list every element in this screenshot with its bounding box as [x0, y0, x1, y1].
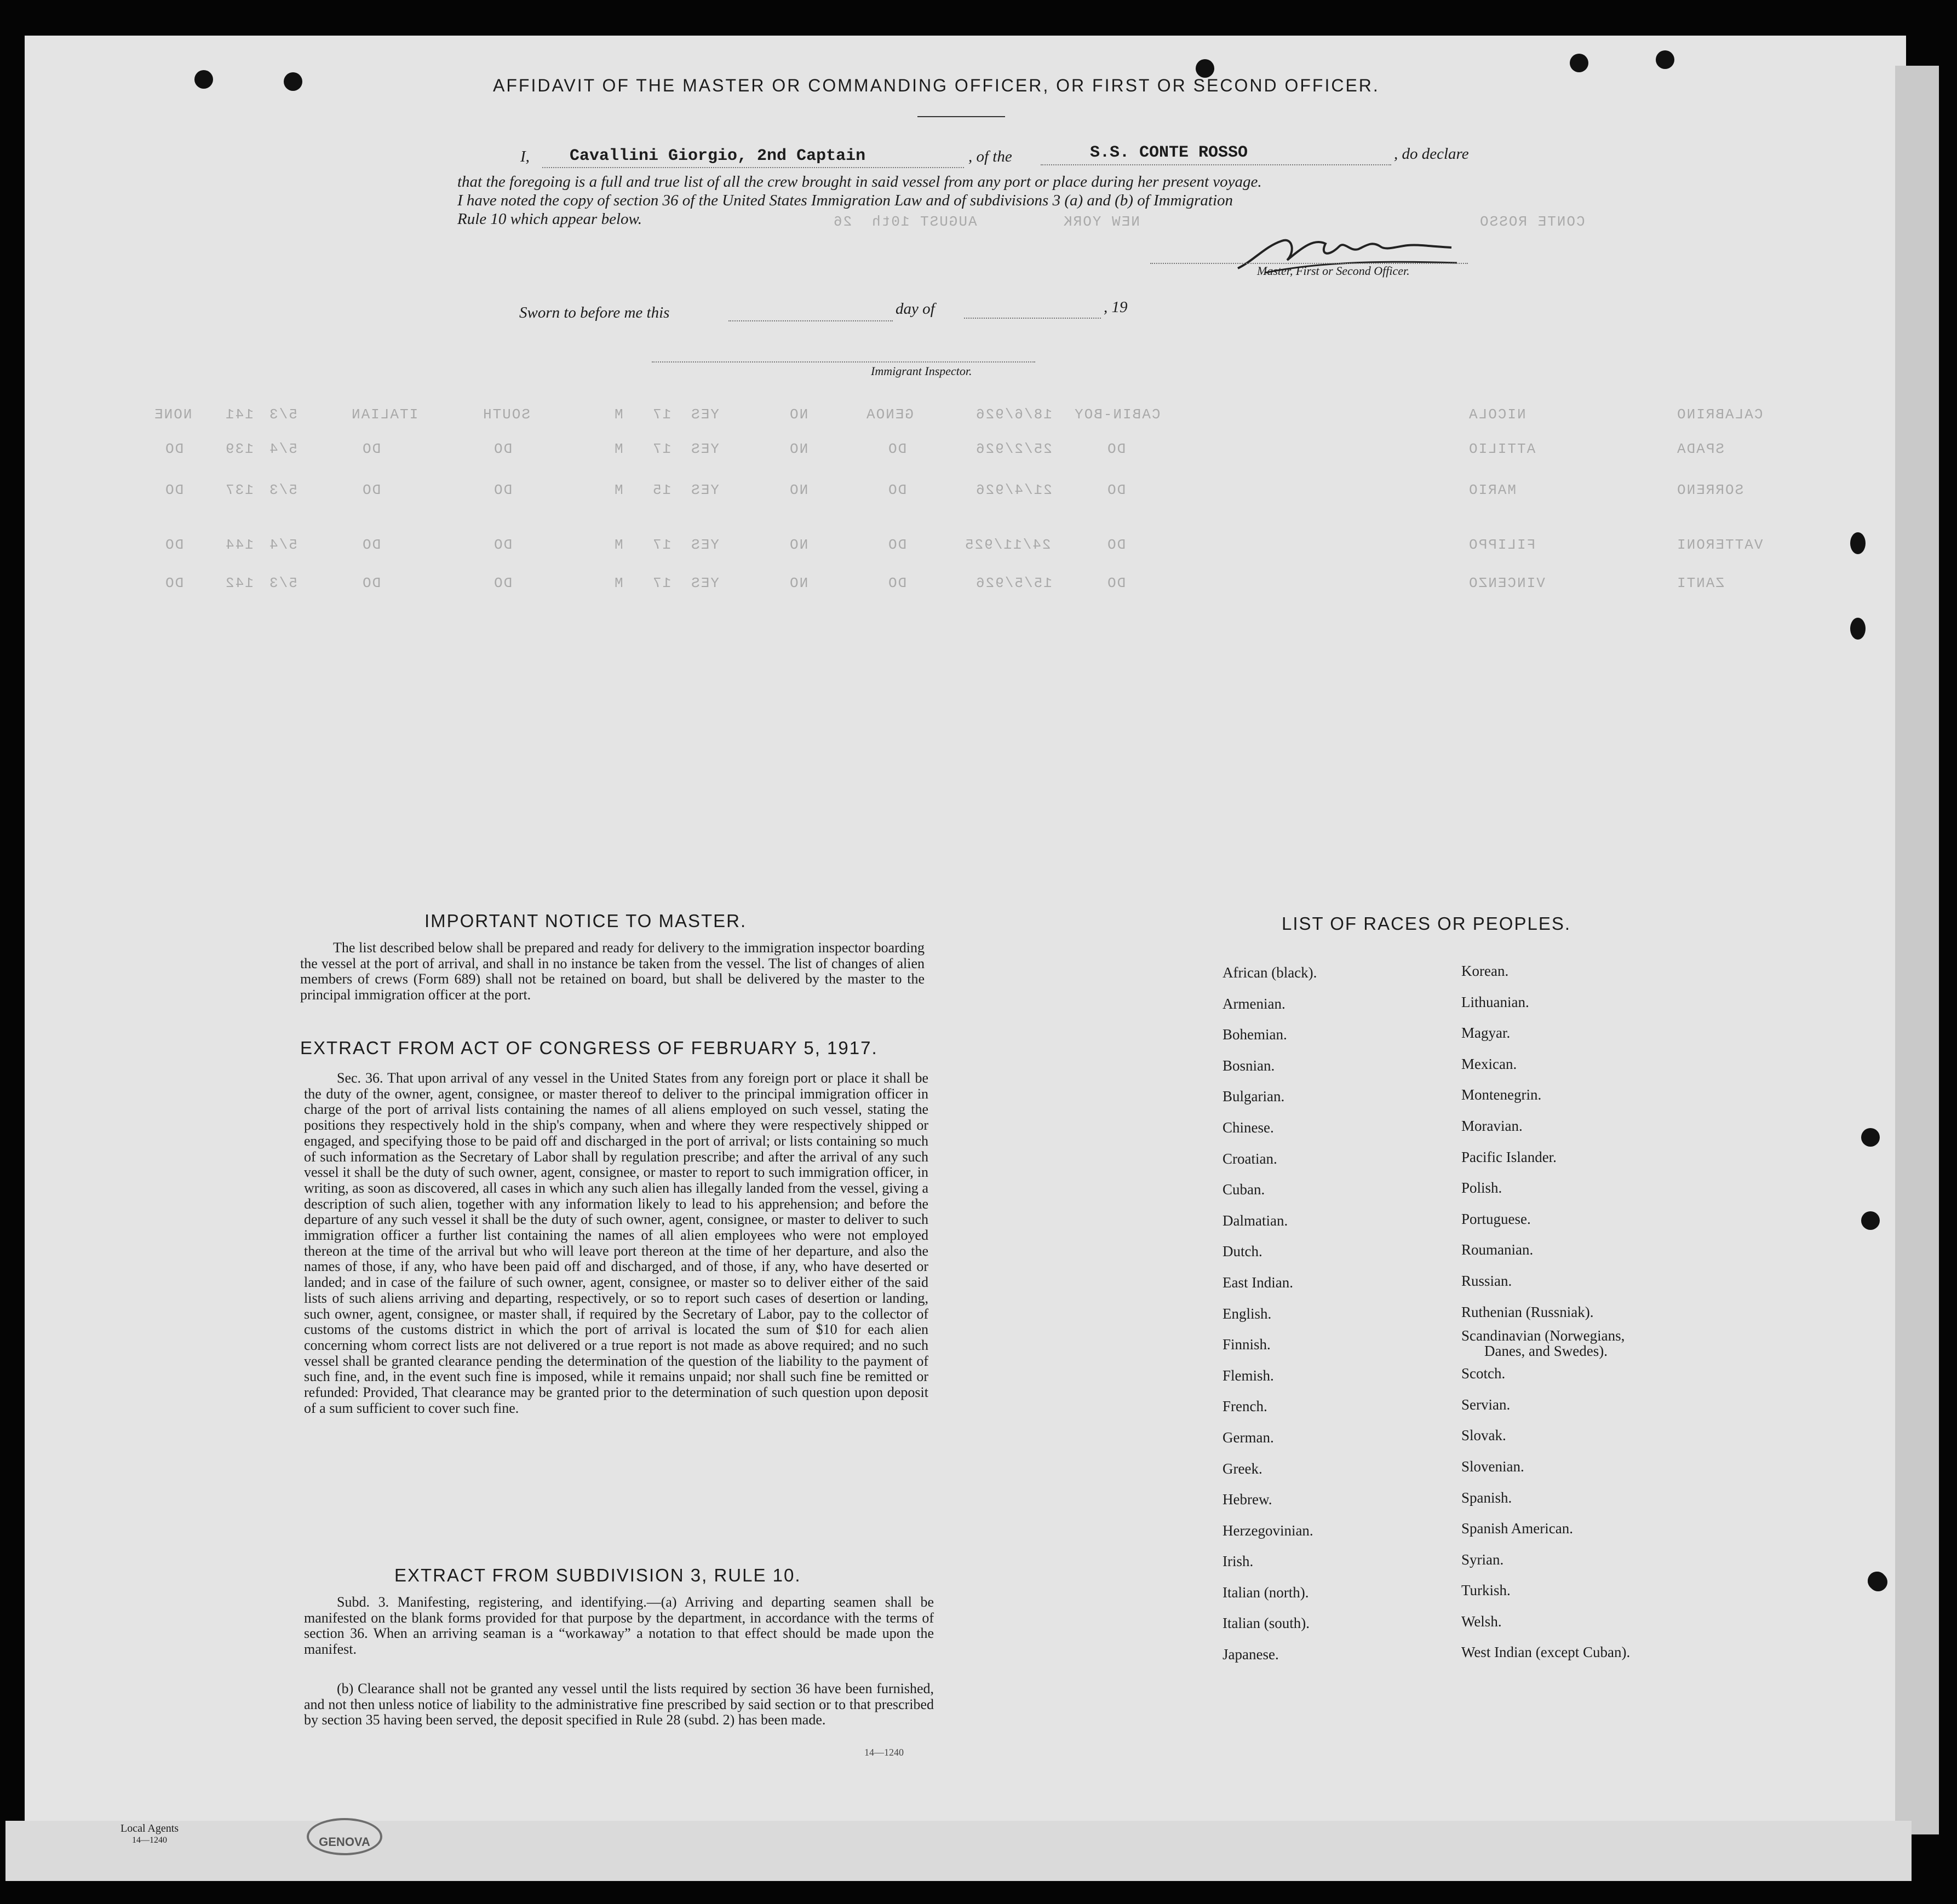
bleed-cell: DO [361, 482, 381, 498]
bleed-cell: DO [361, 537, 381, 553]
punch-hole [1656, 50, 1674, 69]
list-item: Italian (south). [1223, 1615, 1310, 1632]
affidavit-line-4: Rule 10 which appear below. [457, 210, 642, 228]
signature-caption: Master, First or Second Officer. [1257, 264, 1410, 278]
list-item: Danes, and Swedes). [1484, 1343, 1608, 1360]
bleed-cell: 5/3 [268, 575, 297, 591]
bleed-row [142, 406, 1840, 423]
list-item: German. [1223, 1429, 1274, 1446]
list-item: Ruthenian (Russniak). [1461, 1303, 1594, 1320]
affidavit-paragraph [457, 172, 1498, 228]
bleed-cell: SPADA [1676, 441, 1725, 457]
list-item: Armenian. [1223, 995, 1285, 1012]
bleed-cell: 26 [833, 214, 852, 230]
bleed-cell: 17 [652, 406, 672, 423]
punch-hole [284, 72, 302, 91]
list-item: Slovak. [1461, 1427, 1506, 1444]
bleed-cell: M [613, 482, 623, 498]
bleed-cell: 139 [225, 441, 254, 457]
rule-body-a: Subd. 3. Manifesting, registering, and identifying.—(a) Arriving and departing seamen shall be manifested on the blank forms provided for that purpose by the department, in accordance with the terms of section 36. When an arriving seaman is a “workaway” a notation to that effect should be made upon the manifest. [304, 1594, 934, 1658]
list-item: Scotch. [1461, 1365, 1506, 1382]
vessel-name-field: S.S. CONTE ROSSO [1090, 143, 1248, 162]
list-item: Dalmatian. [1223, 1212, 1288, 1229]
list-item: Korean. [1461, 963, 1509, 979]
bleed-cell: DO [493, 575, 513, 591]
affidavit-line-2: that the foregoing is a full and true list of all the crew brought in said vessel from any port or place during her present voyage. [457, 173, 1262, 191]
punch-hole [1861, 1128, 1880, 1147]
bleed-cell: CALABRINO [1676, 406, 1763, 423]
races-title: LIST OF RACES OR PEOPLES. [1282, 913, 1571, 934]
bleed-cell: SORRENO [1676, 482, 1744, 498]
inspector-line [652, 361, 1035, 363]
list-item: Magyar. [1461, 1025, 1511, 1042]
punch-hole [1861, 1211, 1880, 1230]
vessel-line [1041, 164, 1391, 165]
bleed-cell: 21/4/926 [975, 482, 1052, 498]
punch-hole [194, 70, 213, 89]
list-item: Greek. [1223, 1460, 1262, 1477]
bleed-cell: 5/4 [268, 537, 297, 553]
bleed-cell: NO [789, 537, 808, 553]
bleed-cell: 18/6/926 [975, 406, 1052, 423]
bleed-cell: SOUTH [482, 406, 531, 423]
bleed-cell: DO [1106, 575, 1126, 591]
list-item: Montenegrin. [1461, 1086, 1542, 1103]
bleed-cell: 141 [225, 406, 254, 423]
bleed-cell: DO [493, 537, 513, 553]
bleed-cell: DO [493, 482, 513, 498]
list-item: Dutch. [1223, 1243, 1262, 1260]
list-item: Moravian. [1461, 1117, 1523, 1134]
sworn-text: Sworn to before me this [519, 304, 670, 321]
list-item: Lithuanian. [1461, 993, 1529, 1010]
bleed-cell: 137 [225, 482, 254, 498]
list-item: Croatian. [1223, 1150, 1277, 1167]
inspector-caption: Immigrant Inspector. [871, 364, 972, 378]
of-the-text: , of the [968, 148, 1012, 165]
list-item: Turkish. [1461, 1582, 1511, 1599]
act-body: Sec. 36. That upon arrival of any vessel in the United States from any foreign port or place it shall be the duty of the owner, agent, consignee, or master thereof to deliver to the principal immigration officer in charge of the port of arrival lists containing the names of all aliens employed on such vessel, stating the positions they respectively hold in the ship's company, when and where they were respectively shipped or engaged, and specifying those to be paid off and discharged in the port of arrival; or lists containing so much of such information as the Secretary of Labor shall by regulation prescribe; and after the arrival of any such vessel it shall be the duty of such owner, agent, consignee, or master to report to such immigration officer, in writing, as soon as discovered, all cases in which any such alien has illegally landed from the vessel, giving a description of such alien, together with any information likely to lead to his apprehension; and before the departure of any such vessel it shall be the duty of such owner, agent, consignee, or master to deliver to such immigration officer a further list containing the names of all alien employees who were not employed thereon at the time of the arrival but who will leave port thereon at the time of her departure, and also the names of those, if any, who have been paid off and discharged, and of those, if any, who have deserted or landed; and in case of the failure of such owner, agent, consignee, or master so to deliver either of the said lists of such aliens arriving and departing, respectively, or so to report such cases of desertion or landing, such owner, agent, consignee, or master shall, if required by the Secretary of Labor, pay to the collector of customs of the customs district in which the port of arrival is located the sum of $10 for each alien concerning whom correct lists are not delivered or a true report is not made as above required; and no such vessel shall be granted clearance pending the determination of the question of the liability to the payment of such fine, and, in the event such fine is imposed, while it remains unpaid; nor shall such fine be remitted or refunded: Provided, That clearance may be granted prior to the determination of such question upon deposit of a sum sufficient to cover such fine. [304, 1070, 928, 1416]
agents-line-2: 14—1240 [132, 1836, 168, 1845]
list-item: Bulgarian. [1223, 1088, 1285, 1105]
races-column-2 [1461, 956, 1630, 1668]
day-of-text: day of [896, 300, 935, 318]
list-item: Scandinavian (Norwegians, [1461, 1327, 1625, 1344]
bleed-cell: ITALIAN [351, 406, 418, 423]
declarant-name-field: Cavallini Giorgio, 2nd Captain [570, 147, 866, 165]
bleed-cell: NO [789, 441, 808, 457]
bleed-cell: VATTERONI [1676, 537, 1763, 553]
bleed-cell: DO [164, 482, 184, 498]
bleed-cell: DO [361, 441, 381, 457]
list-item: Flemish. [1223, 1367, 1274, 1384]
underlying-sheet-edge [1895, 66, 1939, 1834]
do-declare-text: , do declare [1394, 145, 1469, 163]
bleed-row [142, 482, 1840, 498]
list-item: Servian. [1461, 1396, 1511, 1413]
bleed-cell: 144 [225, 537, 254, 553]
form-number: 14—1240 [864, 1747, 904, 1758]
punch-hole [1850, 532, 1866, 554]
rule-title: EXTRACT FROM SUBDIVISION 3, RULE 10. [394, 1565, 801, 1585]
sworn-day-line [728, 320, 893, 321]
bleed-cell: 142 [225, 575, 254, 591]
list-item: Welsh. [1461, 1613, 1502, 1630]
bleed-cell: 17 [652, 575, 672, 591]
punch-hole [1869, 1573, 1887, 1591]
bleed-cell: 17 [652, 441, 672, 457]
list-item: English. [1223, 1305, 1272, 1322]
bleed-cell: 25/2/926 [975, 441, 1052, 457]
punch-hole [1850, 618, 1866, 640]
bleed-cell: YES [690, 406, 719, 423]
list-item: Chinese. [1223, 1119, 1274, 1136]
bleed-cell: M [613, 406, 623, 423]
bleed-cell: VINCENZO [1468, 575, 1545, 591]
month-line [964, 318, 1101, 319]
list-item: Syrian. [1461, 1551, 1504, 1568]
list-item: Slovenian. [1461, 1458, 1524, 1475]
bleed-cell: DO [164, 537, 184, 553]
bleed-cell: NONE [153, 406, 192, 423]
bleed-cell: DO [1106, 537, 1126, 553]
declarant-prefix: I, [520, 148, 530, 165]
list-item: African (black). [1223, 964, 1317, 981]
list-item: Herzegovinian. [1223, 1522, 1313, 1539]
list-item: Portuguese. [1461, 1210, 1531, 1227]
bleed-cell: DO [887, 441, 907, 457]
bleed-cell: DO [493, 441, 513, 457]
list-item: Italian (north). [1223, 1584, 1309, 1601]
bleed-cell: 17 [652, 537, 672, 553]
list-item: Spanish. [1461, 1489, 1512, 1506]
affidavit-title: AFFIDAVIT OF THE MASTER OR COMMANDING OFFICER, OR FIRST OR SECOND OFFICER. [493, 76, 1380, 95]
list-item: East Indian. [1223, 1274, 1293, 1291]
punch-hole [1570, 54, 1588, 72]
declarant-line [542, 167, 964, 168]
races-column-1 [1223, 957, 1317, 1670]
bleed-cell: M [613, 441, 623, 457]
list-item: Pacific Islander. [1461, 1148, 1557, 1165]
bleed-cell: NEW YORK [1063, 214, 1140, 230]
agents-line-1: Local Agents [120, 1822, 179, 1834]
bleed-cell: NO [789, 575, 808, 591]
bleed-cell: AUGUST 10th [871, 214, 977, 230]
list-item: Finnish. [1223, 1336, 1271, 1353]
bleed-cell: YES [690, 482, 719, 498]
bleed-cell: 5/3 [268, 482, 297, 498]
bleed-cell: DO [887, 537, 907, 553]
list-item: Cuban. [1223, 1181, 1265, 1198]
bleed-cell: 15 [652, 482, 672, 498]
bleed-cell: MARIO [1468, 482, 1517, 498]
bleed-cell: GENOA [865, 406, 914, 423]
bleed-cell: NO [789, 482, 808, 498]
bleed-cell: DO [887, 482, 907, 498]
list-item: Mexican. [1461, 1055, 1517, 1072]
bleed-cell: CONTE ROSSO [1479, 214, 1585, 230]
bleed-cell: CABIN-BOY [1074, 406, 1161, 423]
rule-body-b: (b) Clearance shall not be granted any vessel until the lists required by section 36 have been furnished, and not then unless notice of liability to the administrative fine prescribed by said section or to that prescribed by section 35 having been served, the deposit specified in Rule 28 (subd. 2) has been made. [304, 1681, 934, 1728]
list-item: Japanese. [1223, 1646, 1279, 1663]
bleed-cell: 5/3 [268, 406, 297, 423]
punch-hole [1196, 59, 1214, 78]
list-item: West Indian (except Cuban). [1461, 1644, 1631, 1661]
list-item: Irish. [1223, 1553, 1254, 1570]
bleed-row [142, 575, 1840, 591]
list-item: Russian. [1461, 1272, 1512, 1289]
bleed-cell: NICOLA [1468, 406, 1526, 423]
bleed-cell: ATTILIO [1468, 441, 1536, 457]
list-item: Bohemian. [1223, 1026, 1287, 1043]
port-stamp: GENOVA [307, 1818, 382, 1855]
bleed-cell: FILIPPO [1468, 537, 1536, 553]
local-agents-note [120, 1822, 179, 1847]
bleed-cell: M [613, 575, 623, 591]
bottom-strip [5, 1821, 1912, 1881]
bleed-cell: DO [887, 575, 907, 591]
bleed-cell: DO [164, 575, 184, 591]
list-item: Roumanian. [1461, 1241, 1534, 1258]
bleed-cell: 15/5/926 [975, 575, 1052, 591]
list-item: Hebrew. [1223, 1491, 1272, 1508]
bleed-cell: DO [1106, 482, 1126, 498]
affidavit-line-3: I have noted the copy of section 36 of the United States Immigration Law and of subdivisions 3 (a) and (b) of Immigration [457, 192, 1233, 209]
notice-body: The list described below shall be prepared and ready for delivery to the immigration inspector boarding the vessel at the port of arrival, and shall in no instance be taken from the vessel. The list of changes of alien members of crews (Form 689) shall not be retained on board, but shall be delivered by the master to the principal immigration officer at the port. [300, 940, 925, 1003]
bleed-cell: DO [1106, 441, 1126, 457]
list-item: Spanish American. [1461, 1520, 1573, 1537]
bleed-cell: YES [690, 575, 719, 591]
bleed-cell: 24/11/925 [964, 537, 1051, 553]
bleed-cell: YES [690, 537, 719, 553]
list-item: Bosnian. [1223, 1057, 1275, 1074]
notice-title: IMPORTANT NOTICE TO MASTER. [424, 911, 747, 931]
list-item: French. [1223, 1398, 1267, 1415]
bleed-cell: YES [690, 441, 719, 457]
bleed-cell: DO [361, 575, 381, 591]
bleed-cell: NO [789, 406, 808, 423]
bleed-cell: 5/4 [268, 441, 297, 457]
bleed-row [142, 441, 1840, 457]
list-item: Polish. [1461, 1180, 1502, 1197]
act-title: EXTRACT FROM ACT OF CONGRESS OF FEBRUARY 5, 1917. [300, 1038, 878, 1058]
year-prefix: , 19 [1104, 298, 1128, 316]
title-rule [917, 116, 1005, 117]
bleed-cell: ZANTI [1676, 575, 1725, 591]
bleed-cell: DO [164, 441, 184, 457]
bleed-row [142, 537, 1840, 553]
bleed-cell: M [613, 537, 623, 553]
